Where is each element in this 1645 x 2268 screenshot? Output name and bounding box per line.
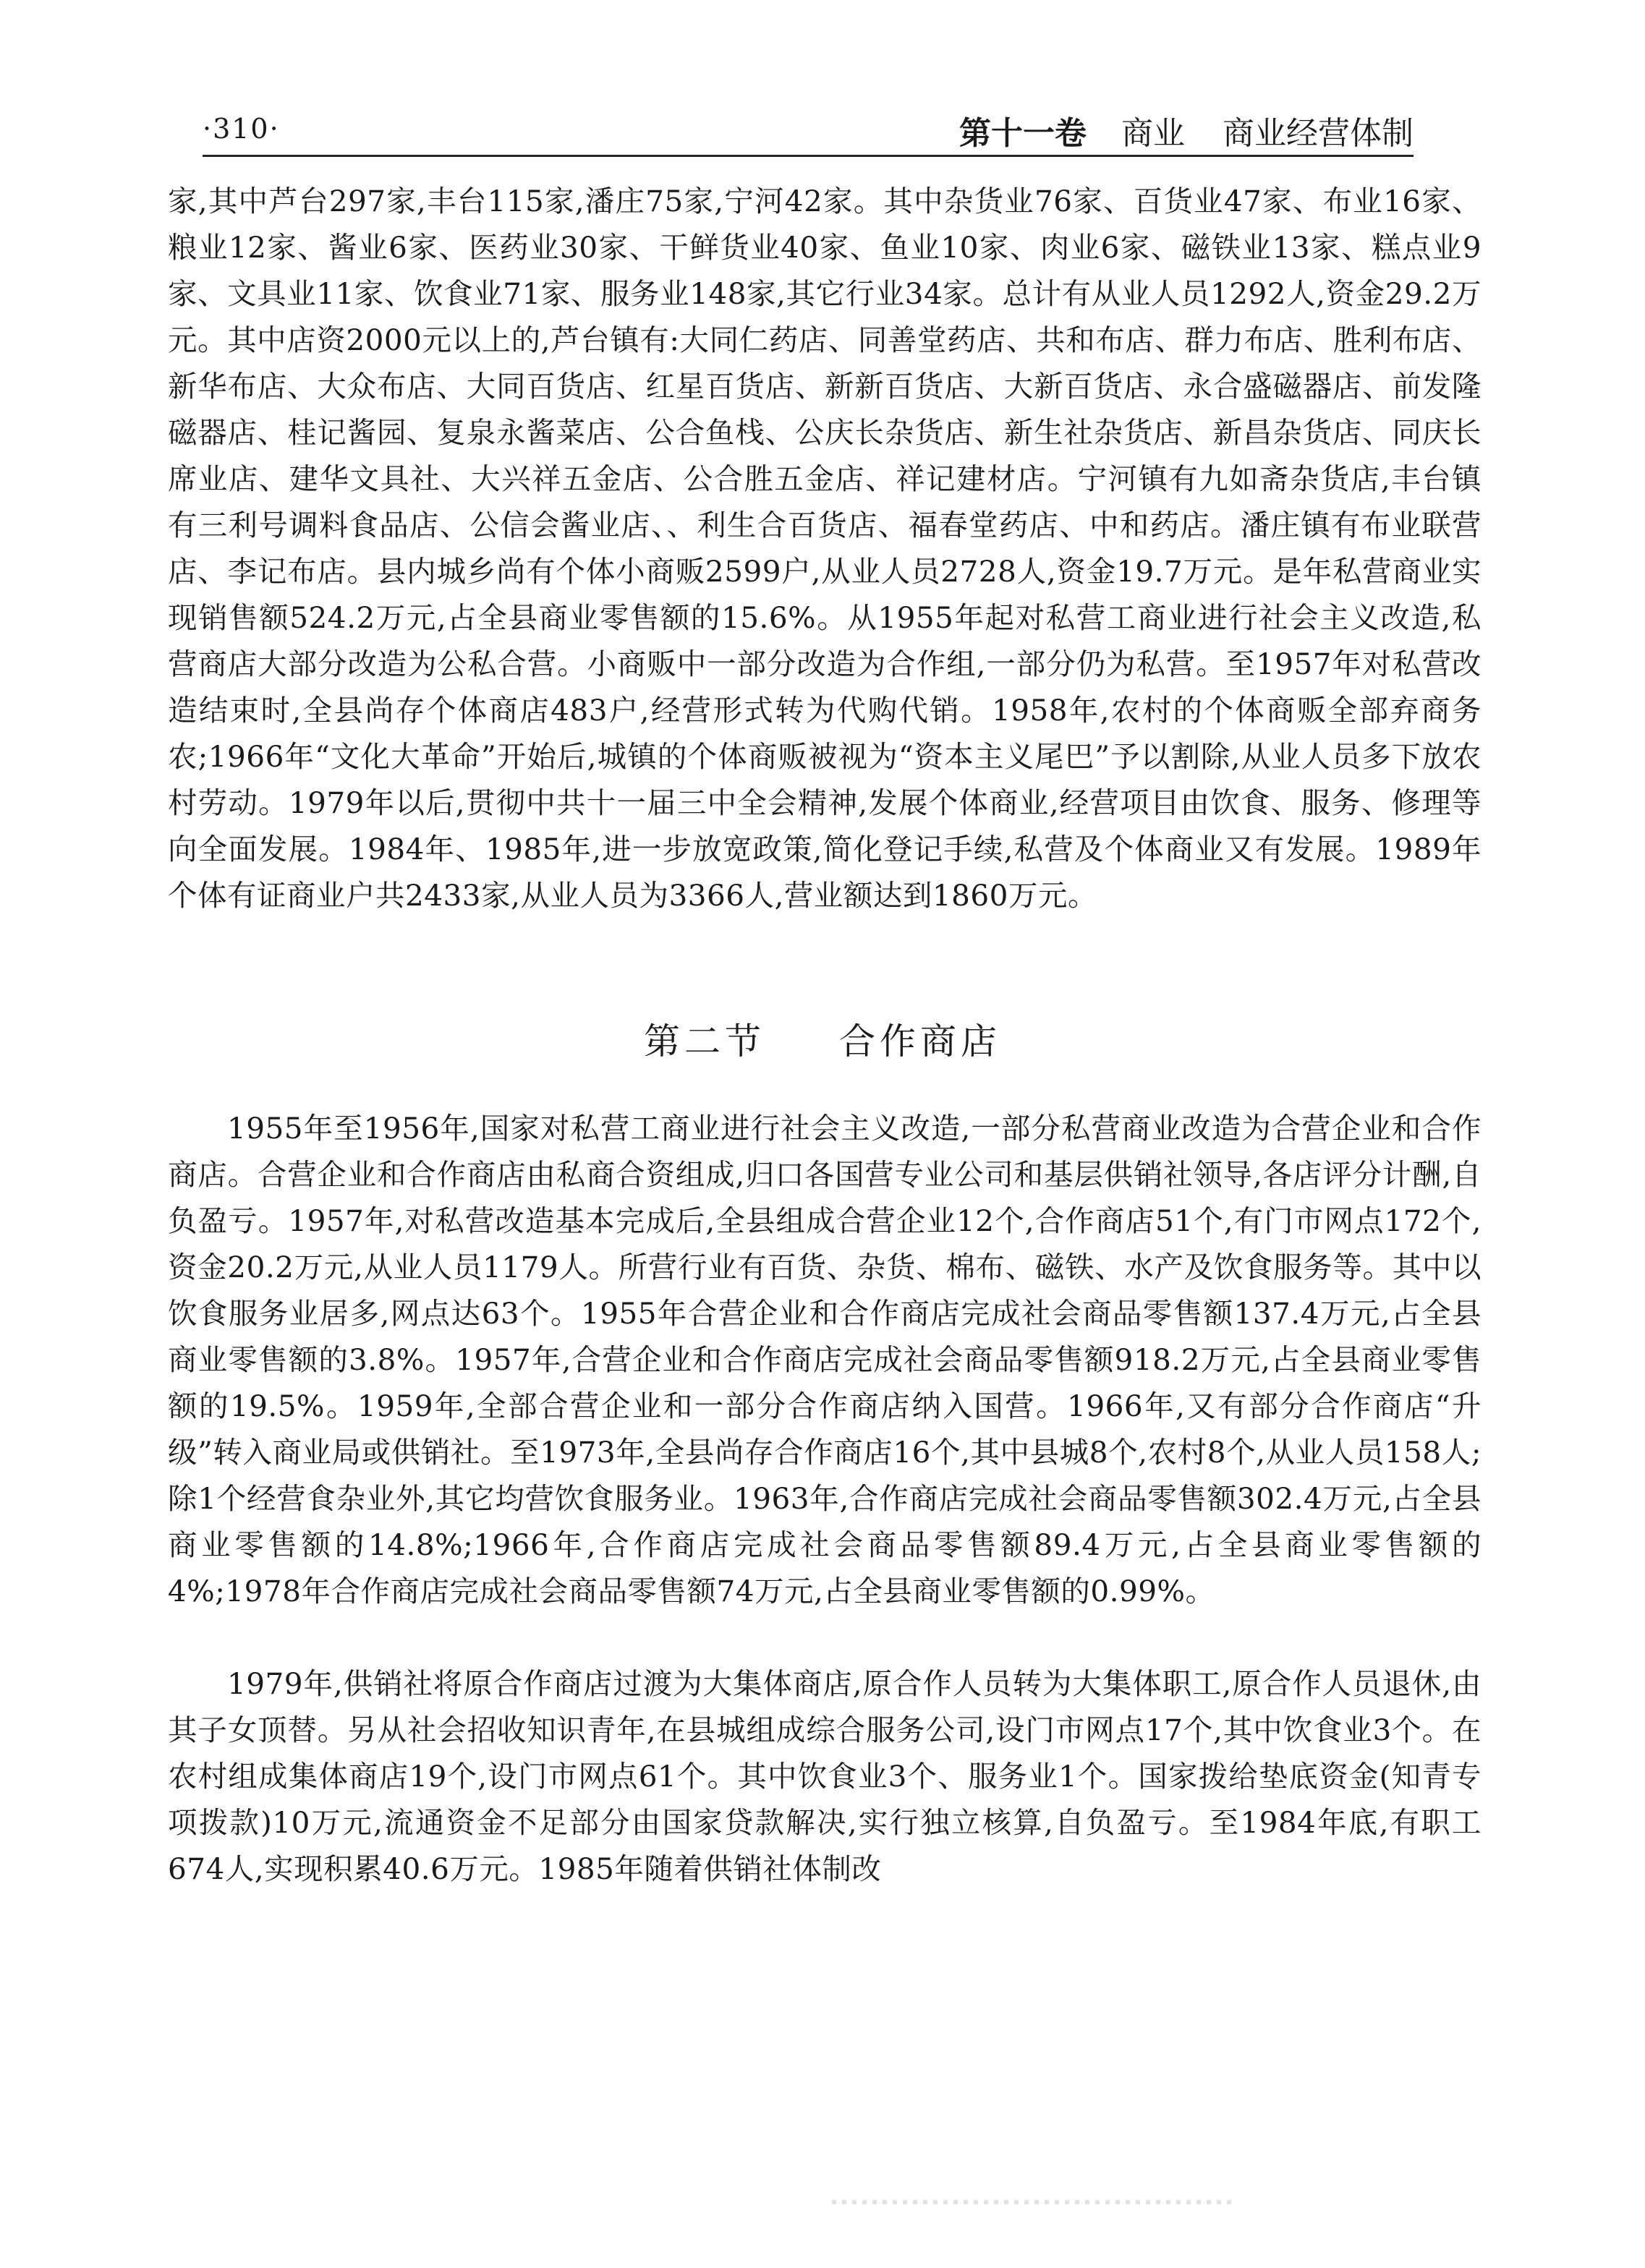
- text-block-section-2: [168, 1660, 1482, 1892]
- text-block-continued: [168, 178, 1482, 918]
- volume-label: 第十一卷: [959, 115, 1087, 152]
- section-heading: [0, 1012, 1645, 1065]
- section-label: 商业: [1121, 115, 1185, 152]
- header-rule: [203, 155, 1414, 157]
- scan-artifact: [832, 2200, 1237, 2204]
- running-head: [959, 107, 1414, 153]
- subsection-label: 商业经营体制: [1223, 115, 1414, 152]
- text-block-section: [168, 1105, 1482, 1614]
- section-title: 合作商店: [838, 1020, 1001, 1062]
- section-number: 第二节: [644, 1020, 766, 1062]
- page-number: ·310·: [203, 113, 280, 145]
- page-header: [203, 107, 1414, 158]
- paragraph: 1979年,供销社将原合作商店过渡为大集体商店,原合作人员转为大集体职工,原合作人员退休,由其子女顶替。另从社会招收知识青年,在县城组成综合服务公司,设门市网点17个,其中饮食业3个。在农村组成集体商店19个,设门市网点61个。其中饮食业3个、服务业1个。国家拨给垫底资金(知青专项拨款)10万元,流通资金不足部分由国家贷款解决,实行独立核算,自负盈亏。至1984年底,有职工674人,实现积累40.6万元。1985年随着供销社体制改: [168, 1666, 1482, 1886]
- paragraph: 家,其中芦台297家,丰台115家,潘庄75家,宁河42家。其中杂货业76家、百货业47家、布业16家、粮业12家、酱业6家、医药业30家、干鲜货业40家、鱼业10家、肉业6家、磁铁业13家、糕点业9家、文具业11家、饮食业71家、服务业148家,其它行业34家。总计有从业人员1292人,资金29.2万元。其中店资2000元以上的,芦台镇有:大同仁药店、同善堂药店、共和布店、群力布店、胜利布店、新华布店、大众布店、大同百货店、红星百货店、新新百货店、大新百货店、永合盛磁器店、前发隆磁器店、桂记酱园、复泉永酱菜店、公合鱼栈、公庆长杂货店、新生社杂货店、新昌杂货店、同庆长席业店、建华文具社、大兴祥五金店、公合胜五金店、祥记建材店。宁河镇有九如斋杂货店,丰台镇有三利号调料食品店、公信会酱业店、、利生合百货店、福春堂药店、中和药店。潘庄镇有布业联营店、李记布店。县内城乡尚有个体小商贩2599户,从业人员2728人,资金19.7万元。是年私营商业实现销售额524.2万元,占全县商业零售额的15.6%。从1955年起对私营工商业进行社会主义改造,私营商店大部分改造为公私合营。小商贩中一部分改造为合作组,一部分仍为私营。至1957年对私营改造结束时,全县尚存个体商店483户,经营形式转为代购代销。1958年,农村的个体商贩全部弃商务农;1966年“文化大革命”开始后,城镇的个体商贩被视为“资本主义尾巴”予以割除,从业人员多下放农村劳动。1979年以后,贯彻中共十一届三中全会精神,发展个体商业,经营项目由饮食、服务、修理等向全面发展。1984年、1985年,进一步放宽政策,简化登记手续,私营及个体商业又有发展。1989年个体有证商业户共2433家,从业人员为3366人,营业额达到1860万元。: [168, 184, 1482, 913]
- paragraph: 1955年至1956年,国家对私营工商业进行社会主义改造,一部分私营商业改造为合营企业和合作商店。合营企业和合作商店由私商合资组成,归口各国营专业公司和基层供销社领导,各店评分计酬,自负盈亏。1957年,对私营改造基本完成后,全县组成合营企业12个,合作商店51个,有门市网点172个,资金20.2万元,从业人员1179人。所营行业有百货、杂货、棉布、磁铁、水产及饮食服务等。其中以饮食服务业居多,网点达63个。1955年合营企业和合作商店完成社会商品零售额137.4万元,占全县商业零售额的3.8%。1957年,合营企业和合作商店完成社会商品零售额918.2万元,占全县商业零售额的19.5%。1959年,全部合营企业和一部分合作商店纳入国营。1966年,又有部分合作商店“升级”转入商业局或供销社。至1973年,全县尚存合作商店16个,其中县城8个,农村8个,从业人员158人;除1个经营食杂业外,其它均营饮食服务业。1963年,合作商店完成社会商品零售额302.4万元,占全县商业零售额的14.8%;1966年,合作商店完成社会商品零售额89.4万元,占全县商业零售额的4%;1978年合作商店完成社会商品零售额74万元,占全县商业零售额的0.99%。: [168, 1111, 1482, 1608]
